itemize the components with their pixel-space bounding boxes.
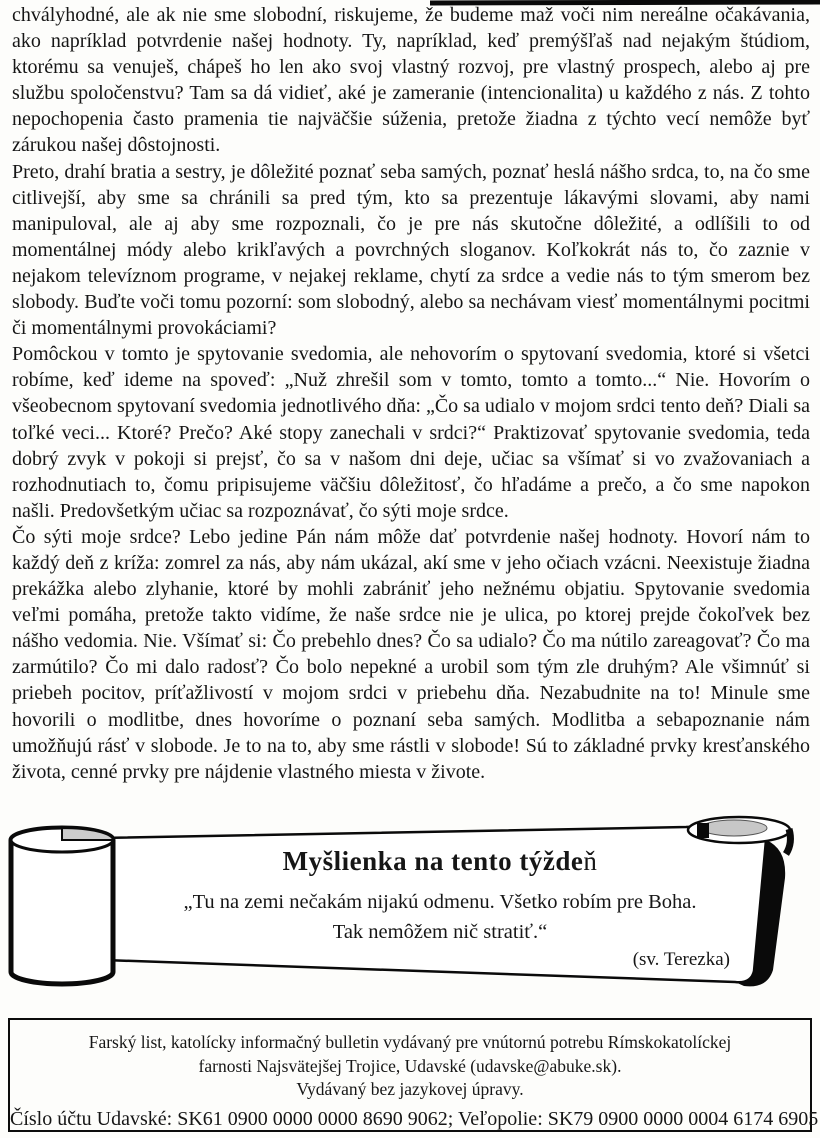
imprint-line-1: Farský list, katolícky informačný bulletin vydávaný pre vnútornú potrebu Rímskokatolíckej: [88, 1032, 732, 1052]
article-paragraph-1: chvályhodné, ale ak nie sme slobodní, riskujeme, že budeme maž voči nim nereálne očakávania, ako napríklad potvrdenie našej hodnoty. Ty, napríklad, keď premýšľaš nad nejakým štúdiom, ktorému sa venuješ, chápeš ho len ako svoj vlastný rozvoj, pre vlastný prospech, alebo aj pre službu spoločenstvu? Tam sa dá vidieť, aké je zameranie (intencionalita) u každého z nás. Z tohto nepochopenia často pramenia tie najväčšie súženia, pretože žiadna z týchto vecí nemôže byť zárukou našej dôstojnosti.: [12, 4, 810, 157]
imprint-line-3: Vydávaný bez jazykovej úpravy.: [296, 1079, 524, 1099]
weekly-thought-scroll-banner: [0, 812, 820, 1012]
imprint-box: [8, 1018, 819, 1132]
weekly-thought-quote-line-2: Tak nemôžem nič stratiť.“: [332, 921, 548, 943]
article-paragraph-3: Pomôckou v tomto je spytovanie svedomia, ale nehovorím o spytovaní svedomia, ktoré si všetci robíme, keď ideme na spoveď: „Nuž zhrešil som v tomto, tomto a tomto...“ Nie. Hovorím o všeobecnom spytovaní svedomia jednotlivého dňa: „Čo sa udialo v mojom srdci tento deň? Diali sa toľké veci... Ktoré? Prečo? Aké stopy zanechali v srdci?“ Praktizovať spytovanie svedomia, teda dobrý zvyk v pokoji si prejsť, čo sa v našom dni deje, učiac sa všímať si vo zvažovaniach a rozhodnutiach to, čomu pripisujeme väčšiu dôležitosť, čo hľadáme a prečo, a čo sme napokon našli. Predovšetkým učiac sa rozpoznávať, čo sýti moje srdce.: [12, 343, 810, 522]
scroll-text-layer: [150, 812, 730, 1012]
article-paragraph-4: Čo sýti moje srdce? Lebo jedine Pán nám môže dať potvrdenie našej hodnoty. Hovorí nám to každý deň z kríža: zomrel za nás, aby nám ukázal, akí sme v jeho očiach vzácni. Neexistuje žiadna prekážka alebo zlyhanie, ktoré by mohli zabrániť jeho nežnému objatiu. Spytovanie svedomia veľmi pomáha, pretože takto vidíme, že naše srdce nie je ulica, po ktorej prejde čokoľvek bez nášho vedomia. Nie. Všímať si: Čo prebehlo dnes? Čo sa udialo? Čo ma nútilo zareagovať? Čo ma zarmútilo? Čo mi dalo radosť? Čo bolo nepekné a urobil som tým zle druhým? Ale všimnúť si priebeh pocitov, príťažlivostí v mojom srdci v priebehu dňa. Nezabudnite na to! Minule sme hovorili o modlitbe, dnes hovoríme o poznaní seba samých. Modlitba a sebapoznanie nám umožňujú rásť v slobode. Je to na to, aby sme rástli v slobode! Sú to základné prvky kresťanského života, cenné prvky pre nájdenie vlastného miesta v živote.: [12, 525, 810, 783]
article-paragraph-2: Preto, drahí bratia a sestry, je dôležité poznať seba samých, poznať heslá nášho srdca, to, na čo sme citlivejší, aby sme sa chránili sa pred tým, kto sa prezentuje lákavými slovami, aby nami manipuloval, ale aj aby sme rozpoznali, čo je pre nás skutočne dôležité, a odlíšili to od momentálnej módy alebo krikľavých a povrchných sloganov. Koľkokrát nás to, čo zaznie v nejakom televíznom programe, v nejakej reklame, chytí za srdce a vedie nás to tým smerom bez slobody. Buďte voči tomu pozorní: som slobodný, alebo sa nechávam viesť momentálnymi pocitmi či momentálnymi provokáciami?: [12, 160, 810, 340]
quote-attribution: (sv. Terezka): [632, 949, 730, 970]
article-body: [12, 2, 810, 785]
weekly-thought-quote-line-1: „Tu na zemi nečakám nijakú odmenu. Všetko robím pre Boha.: [183, 891, 697, 913]
weekly-thought-title-bold: Myšlienka na tento týžde: [282, 846, 584, 876]
imprint-line-2: farnosti Najsvätejšej Trojice, Udavské (udavske@abuke.sk).: [198, 1055, 622, 1076]
weekly-thought-title-tail: ň: [583, 846, 598, 876]
bank-accounts-line: Číslo účtu Udavské: SK61 0900 0000 0000 8690 9062; Veľopolie: SK79 0900 0000 0004 6174 6905: [10, 1107, 819, 1130]
weekly-thought-title: [150, 846, 730, 877]
